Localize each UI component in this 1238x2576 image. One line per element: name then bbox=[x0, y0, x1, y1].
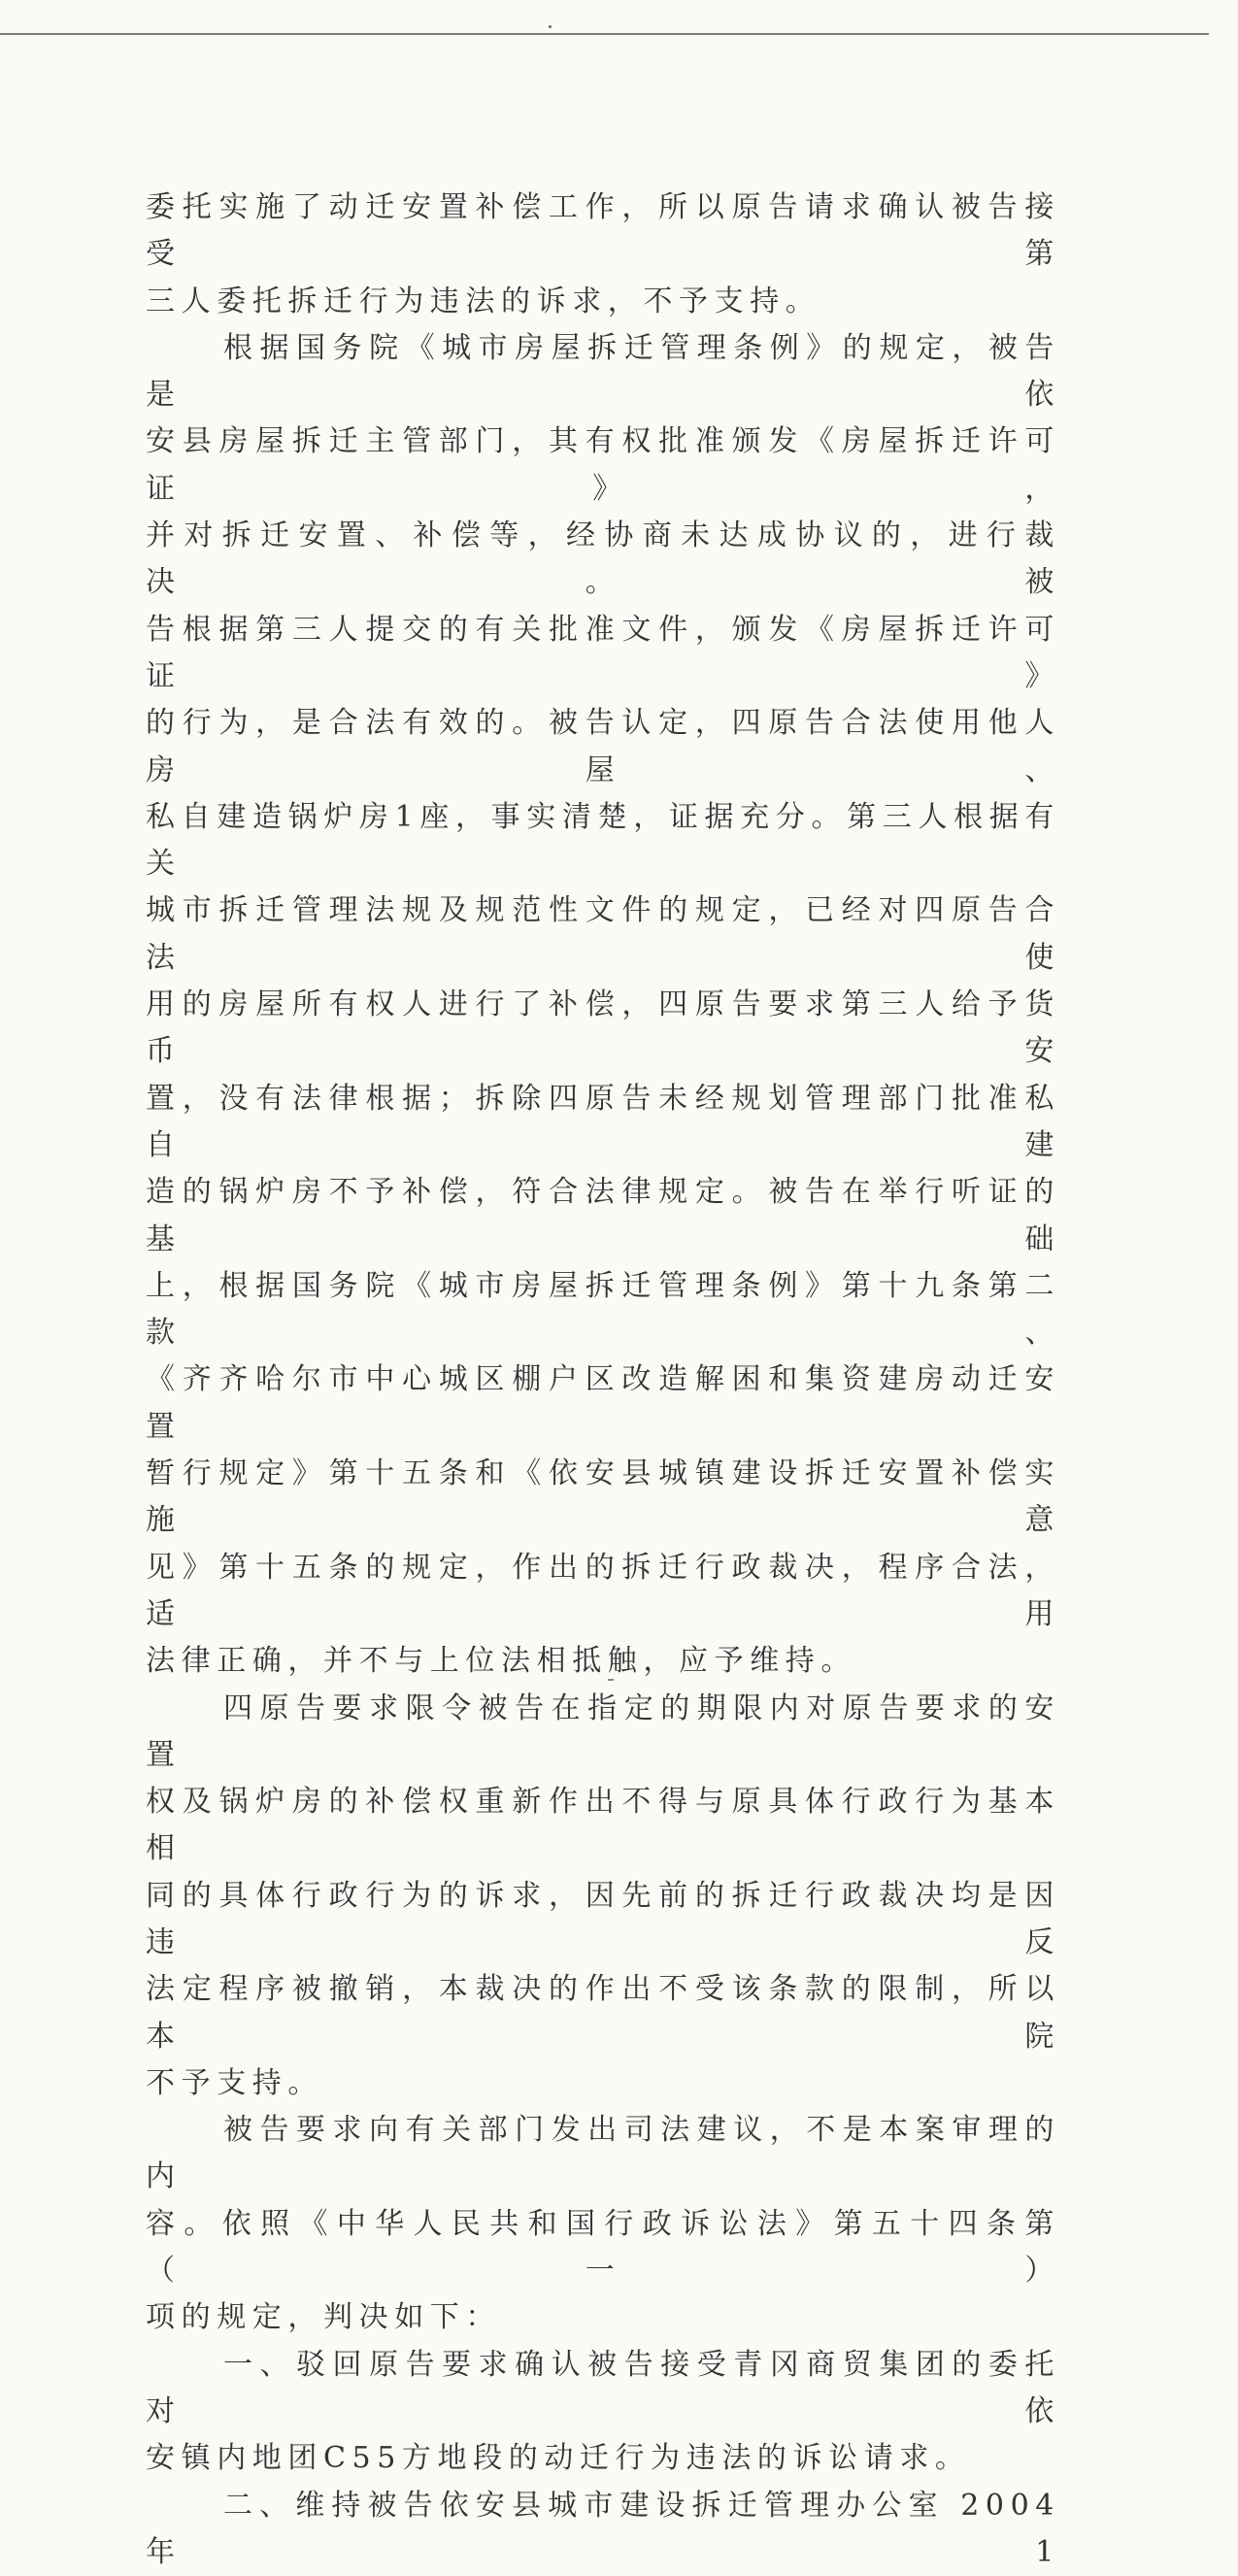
text-line: 三人委托拆迁行为违法的诉求，不予支持。 bbox=[146, 284, 821, 318]
text-line: 并对拆迁安置、补偿等，经协商未达成协议的，进行裁决。被 bbox=[146, 519, 1060, 600]
text-line: 私自建造锅炉房1座，事实清楚，证据充分。第三人根据有关 bbox=[146, 799, 1060, 882]
text-line: 用的房屋所有权人进行了补偿，四原告要求第三人给予货币安 bbox=[146, 987, 1060, 1069]
text-line: 根据国务院《城市房屋拆迁管理条例》的规定，被告是依 bbox=[146, 330, 1060, 413]
text-line: 上，根据国务院《城市房屋拆迁管理条例》第十九条第二款、 bbox=[146, 1268, 1060, 1351]
text-line: 权及锅炉房的补偿权重新作出不得与原具体行政行为基本相 bbox=[146, 1785, 1060, 1866]
text-line: 《齐齐哈尔市中心城区棚户区改造解困和集资建房动迁安置 bbox=[146, 1362, 1060, 1444]
text-line: 的行为，是合法有效的。被告认定，四原告合法使用他人房屋、 bbox=[146, 706, 1060, 787]
text-line: 法定程序被撤销，本裁决的作出不受该条款的限制，所以本院 bbox=[146, 1972, 1060, 2054]
text-line: 二、维持被告依安县城市建设拆迁管理办公室 2004 年 1 bbox=[146, 2488, 1060, 2569]
text-line: 容。依照《中华人民共和国行政诉讼法》第五十四条第（一） bbox=[146, 2206, 1060, 2289]
text-line: 不予支持。 bbox=[146, 2065, 323, 2100]
text-line: 置，没有法律根据；拆除四原告未经规划管理部门批准私自建 bbox=[146, 1081, 1060, 1162]
text-line: 告根据第三人提交的有关批准文件，颁发《房屋拆迁许可证》 bbox=[146, 612, 1060, 693]
text-line: 委托实施了动迁安置补偿工作，所以原告请求确认被告接受第 bbox=[146, 190, 1060, 272]
text-line: 同的具体行政行为的诉求，因先前的拆迁行政裁决均是因违反 bbox=[146, 1878, 1060, 1959]
text-line: 项的规定，判决如下： bbox=[146, 2300, 501, 2335]
scan-speck bbox=[549, 25, 552, 28]
text-line: 见》第十五条的规定，作出的拆迁行政裁决，程序合法，适用 bbox=[146, 1550, 1060, 1631]
text-line: 被告要求向有关部门发出司法建议，不是本案审理的内 bbox=[146, 2113, 1060, 2194]
text-line: 法律正确，并不与上位法相抵触，应予维持。 bbox=[146, 1644, 856, 1679]
top-border-line bbox=[0, 33, 1209, 35]
text-line: 四原告要求限令被告在指定的期限内对原告要求的安置 bbox=[146, 1690, 1060, 1772]
text-line: 一、驳回原告要求确认被告接受青冈商贸集团的委托对依 bbox=[146, 2347, 1060, 2428]
text-line: 安镇内地团C55方地段的动迁行为违法的诉讼请求。 bbox=[146, 2441, 971, 2476]
scan-speck bbox=[608, 1679, 614, 1681]
text-line: 造的锅炉房不予补偿，符合法律规定。被告在举行听证的基础 bbox=[146, 1175, 1060, 1256]
text-line: 安县房屋拆迁主管部门，其有权批准颁发《房屋拆迁许可证》， bbox=[146, 424, 1060, 506]
document-body bbox=[146, 184, 1060, 2576]
text-line: 暂行规定》第十五条和《依安县城镇建设拆迁安置补偿实施意 bbox=[146, 1456, 1060, 1538]
text-line: 城市拆迁管理法规及规范性文件的规定，已经对四原告合法使 bbox=[146, 893, 1060, 975]
